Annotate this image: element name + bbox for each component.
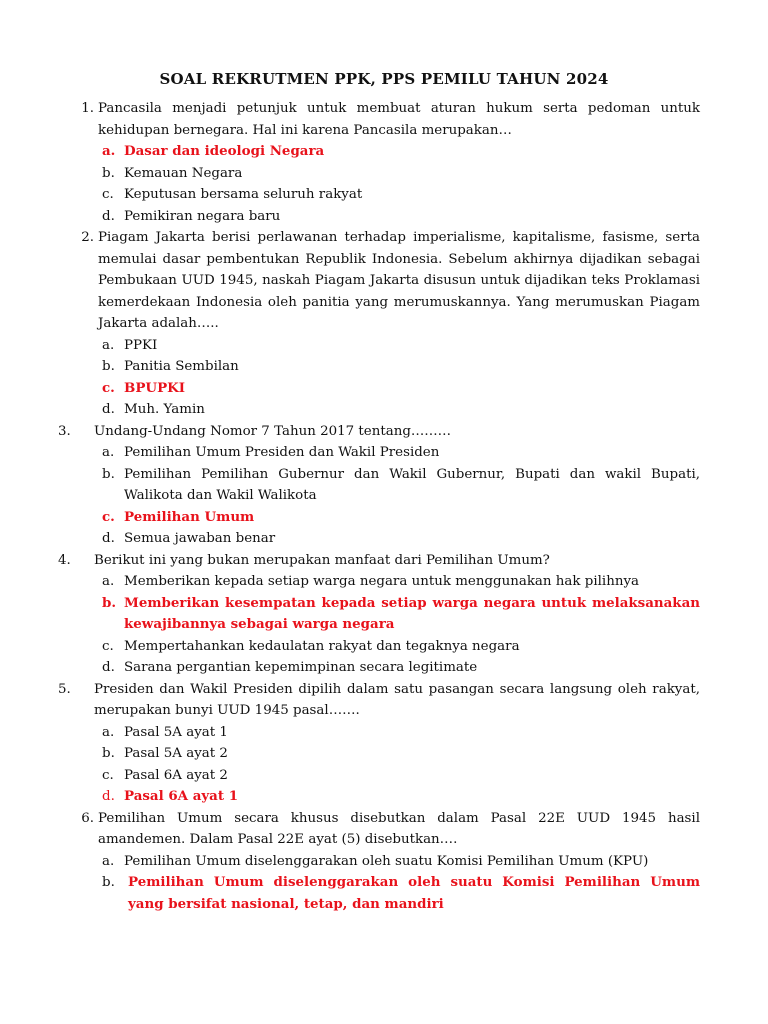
option-4b-answer: b. Memberikan kesempatan kepada setiap warga negara untuk melaksanakan kewajibannya sebagai warga negara (102, 594, 700, 632)
question-number: 5. (58, 681, 71, 697)
option-5d-answer: d. Pasal 6A ayat 1 (102, 788, 239, 804)
option-3a: a. Pemilihan Umum Presiden dan Wakil Presiden (102, 445, 440, 460)
option-1c: c. Keputusan bersama seluruh rakyat (102, 187, 363, 202)
page-title: SOAL REKRUTMEN PPK, PPS PEMILU TAHUN 2024 (159, 70, 609, 88)
option-4c: c. Mempertahankan kedaulatan rakyat dan tegaknya negara (102, 638, 520, 654)
option-4d: d. Sarana pergantian kepemimpinan secara legitimate (102, 660, 478, 675)
question-text: Pancasila menjadi petunjuk untuk membuat aturan hukum serta pedoman untuk kehidupan bernegara. Hal ini karena Pancasila merupakan… (98, 101, 700, 138)
option-5b: b. Pasal 5A ayat 2 (102, 746, 228, 761)
option-3c-answer: c. Pemilihan Umum (102, 508, 255, 525)
option-4a: a. Memberikan kepada setiap warga negara untuk menggunakan hak pilihnya (102, 574, 639, 589)
option-6a: a. Pemilihan Umum diselenggarakan oleh suatu Komisi Pemilihan Umum (KPU) (102, 853, 649, 869)
question-text: Piagam Jakarta berisi perlawanan terhadap imperialisme, kapitalisme, fasisme, serta memulai dasar pembentukan Republik Indonesia. Sebelum akhirnya dijadikan sebagai Pembukaan UUD 1945, naskah Piagam Jakarta disusun untuk dijadikan teks Proklamasi kemerdekaan Indonesia oleh panitia yang merumuskannya. Yang merumuskan Piagam Jakarta adalah….. (98, 230, 700, 331)
option-2d: d. Muh. Yamin (102, 402, 205, 417)
question-number: 1. (81, 101, 94, 116)
question-number: 3. (58, 423, 71, 439)
question-text: Berikut ini yang bukan merupakan manfaat dari Pemilihan Umum? (94, 552, 550, 568)
question-text: Pemilihan Umum secara khusus disebutkan dalam Pasal 22E UUD 1945 hasil amandemen. Dalam Pasal 22E ayat (5) disebutkan…. (98, 810, 700, 847)
question-4 (58, 550, 700, 679)
option-5a: a. Pasal 5A ayat 1 (102, 724, 228, 740)
question-6 (66, 808, 700, 916)
option-2b: b. Panitia Sembilan (102, 359, 239, 374)
question-text: Presiden dan Wakil Presiden dipilih dalam satu pasangan secara langsung oleh rakyat, merupakan bunyi UUD 1945 pasal……. (94, 681, 700, 718)
question-5 (58, 679, 700, 808)
option-1b: b. Kemauan Negara (102, 165, 243, 181)
option-3b: b. Pemilihan Pemilihan Gubernur dan Wakil Gubernur, Bupati dan wakil Bupati, Walikota dan Wakil Walikota (102, 466, 700, 503)
option-1d: d. Pemikiran negara baru (102, 208, 281, 224)
option-5c: c. Pasal 6A ayat 2 (102, 767, 228, 783)
question-1 (66, 98, 700, 227)
option-6b-answer: b. Pemilihan Umum diselenggarakan oleh suatu Komisi Pemilihan Umum yang bersifat nasional, tetap, dan mandiri (102, 874, 700, 912)
option-2c-answer: c. BPUPKI (102, 379, 186, 396)
question-number: 4. (58, 552, 71, 568)
question-3 (58, 421, 700, 550)
question-number: 6. (81, 810, 94, 826)
option-2a: a. PPKI (102, 337, 158, 353)
question-2 (66, 227, 700, 421)
question-number: 2. (81, 230, 94, 245)
question-text: Undang-Undang Nomor 7 Tahun 2017 tentang……… (94, 423, 452, 439)
question-list (58, 98, 700, 915)
option-1a-answer: a. Dasar dan ideologi Negara (102, 143, 325, 159)
option-3d: d. Semua jawaban benar (102, 531, 276, 546)
